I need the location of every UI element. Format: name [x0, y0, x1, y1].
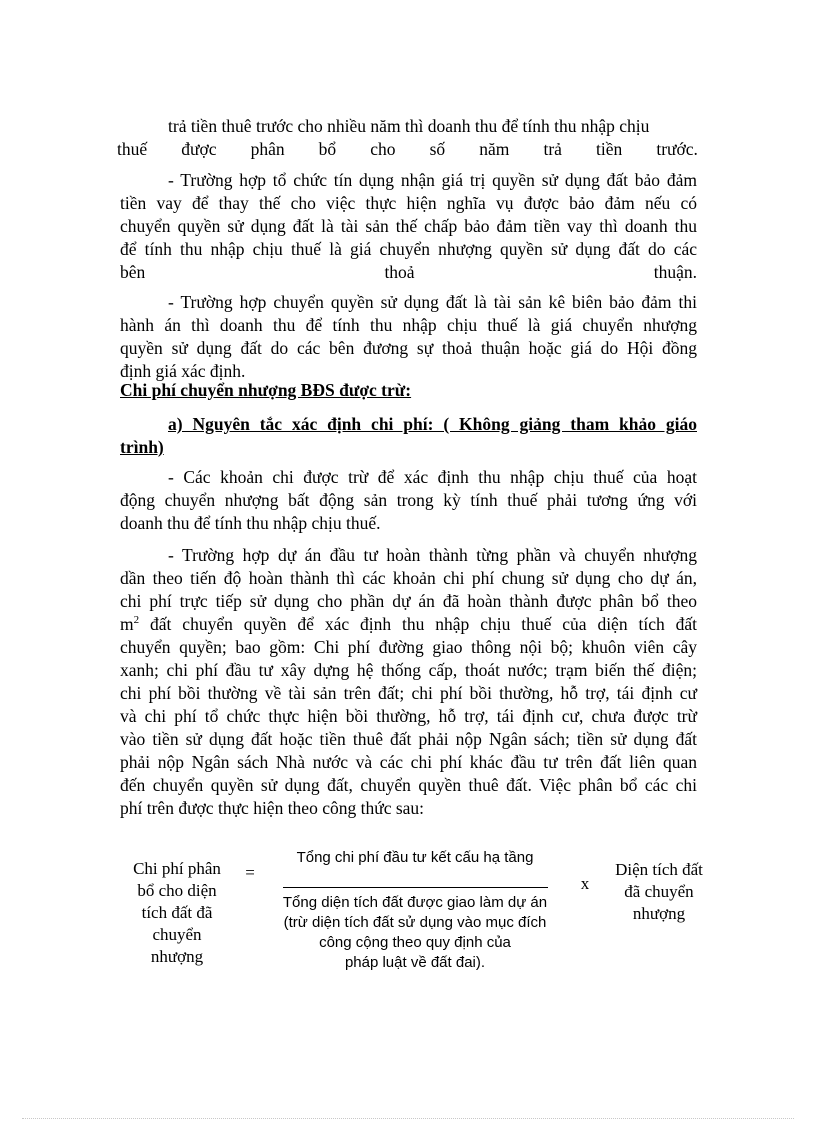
p4-line-1: - Các khoản chi được trừ để xác định thu nhập chịu thuế của hoạt [168, 467, 697, 487]
p5-line-5: chuyển quyền; bao gồm: Chi phí đường giao thông nội bộ; khuôn viên cây [120, 637, 697, 657]
p5-line-6: xanh; chi phí đầu tư xây dựng hệ thống cấp, thoát nước; trạm biến thế điện; [120, 660, 697, 680]
p2-line-3: chuyển quyền sử dụng đất là tài sản thế chấp bảo đảm tiền vay thì doanh thu [120, 216, 697, 236]
subheading-line-1: a) Nguyên tắc xác định chi phí: ( Không giảng tham khảo giáo [168, 414, 697, 434]
fraction-line [283, 887, 548, 888]
p4-line-3: doanh thu để tính thu nhập chịu thuế. [120, 513, 381, 533]
p5-line-4: $m^2$ đất chuyển quyền để xác định thu nhập chịu thuế của diện tích đất [120, 614, 697, 634]
p2-line-5: bên thoả thuận. [120, 262, 697, 282]
p5-line-7: chi phí bồi thường về tài sản trên đất; chi phí bồi thường, hỗ trợ, tái định cư [120, 683, 697, 703]
p1-line-2: thuế được phân bổ cho số năm trả tiền trước. [117, 139, 698, 159]
p3-line-2: hành án thì doanh thu để tính thu nhập chịu thuế là giá chuyển nhượng [120, 315, 697, 335]
p3-line-3: quyền sử dụng đất do các bên đương sự thoả thuận hoặc giá do Hội đồng [120, 338, 697, 358]
p3-line-4: định giá xác định. [120, 361, 246, 381]
p5-line-12: phí trên được thực hiện theo công thức sau: [120, 798, 425, 818]
formula-right: Diện tích đất đã chuyển nhượng [615, 860, 703, 923]
formula-equals: = [245, 863, 255, 882]
p1-line-1: trả tiền thuê trước cho nhiều năm thì doanh thu để tính thu nhập chịu [168, 116, 650, 136]
page-bottom-border [22, 1118, 794, 1119]
p5-line-10: phải nộp Ngân sách Nhà nước và các chi phí khác đầu tư trên đất liên quan [120, 752, 697, 772]
p4-line-2: động chuyển nhượng bất động sản trong kỳ tính thuế phải tương ứng với [120, 490, 697, 510]
p5-line-2: dần theo tiến độ hoàn thành thì các khoản chi phí chung sử dụng cho dự án, [120, 568, 697, 588]
p2-line-4: để tính thu nhập chịu thuế là giá chuyển nhượng quyền sử dụng đất do các [120, 239, 697, 259]
formula-times: x [580, 874, 590, 893]
formula-numerator: Tổng chi phí đầu tư kết cấu hạ tầng [296, 849, 534, 866]
p2-line-2: tiền vay để thay thế cho việc thực hiện nghĩa vụ được bảo đảm nếu có [120, 193, 697, 213]
subheading-line-2: trình) [120, 437, 164, 457]
p3-line-1: - Trường hợp chuyển quyền sử dụng đất là tài sản kê biên bảo đảm thi [168, 292, 697, 312]
section-heading: Chi phí chuyển nhượng BĐS được trừ: [120, 380, 412, 400]
formula-denominator: Tổng diện tích đất được giao làm dự án (trừ diện tích đất sử dụng vào mục đích công cộng theo quy định của pháp luật về đất đai). [282, 894, 548, 971]
formula-left: Chi phí phân bổ cho diện tích đất đã chuyển nhượng [133, 859, 221, 966]
p5-line-1: - Trường hợp dự án đầu tư hoàn thành từng phần và chuyển nhượng [168, 545, 697, 565]
superscript-2: 2 [133, 614, 140, 627]
p5-line-8: và chi phí tổ chức thực hiện bồi thường, hỗ trợ, tái định cư, chưa được trừ [120, 706, 697, 726]
p5-line-11: đến chuyển quyền sử dụng đất, chuyển quyền thuê đất. Việc phân bổ các chi [120, 775, 697, 795]
p5-line-3: chi phí trực tiếp sử dụng cho phần dự án đã hoàn thành được phân bổ theo [120, 591, 697, 611]
p2-line-1: - Trường hợp tổ chức tín dụng nhận giá trị quyền sử dụng đất bảo đảm [168, 170, 697, 190]
p5-line-9: vào tiền sử dụng đất hoặc tiền thuê đất phải nộp Ngân sách; tiền sử dụng đất [120, 729, 697, 749]
